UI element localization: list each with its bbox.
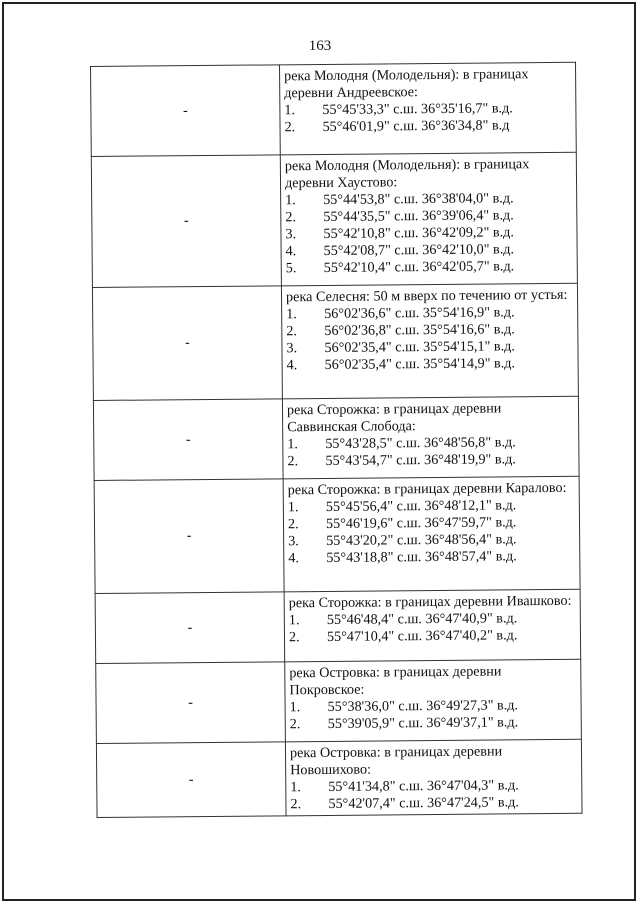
coordinates-table — [90, 62, 583, 818]
row-right-cell — [282, 396, 579, 479]
coordinate-value: 56°02'36,8" с.ш. 35°54'16,6" в.д. — [324, 321, 515, 339]
coordinate-number: 2. — [284, 119, 296, 136]
coordinate-number: 2. — [289, 716, 301, 733]
row-right-cell — [285, 659, 582, 742]
row-left-cell — [95, 592, 285, 664]
river-title: река Молодня (Молодельня): в границах деревни Хаустово: — [284, 156, 530, 192]
row-left-cell — [92, 286, 282, 401]
coordinate-value: 56°02'35,4" с.ш. 35°54'15,1" в.д. — [324, 338, 515, 356]
coordinate-item — [287, 451, 574, 471]
dash-mark: - — [185, 432, 191, 448]
row-right-cell — [281, 283, 578, 399]
coordinate-value: 55°44'53,8" с.ш. 36°38'04,0" в.д. — [323, 190, 514, 208]
table-row — [96, 659, 582, 743]
coordinate-item — [289, 627, 576, 647]
table-row — [93, 396, 579, 480]
coordinate-value: 55°46'01,9" с.ш. 36°36'34,8" в.д — [322, 117, 510, 135]
table-row — [94, 476, 580, 593]
coordinate-number: 1. — [287, 436, 299, 453]
river-title: река Молодня (Молодельня): в границах деревни Андреевское: — [284, 66, 529, 102]
coordinate-value: 55°41'34,8" с.ш. 36°47'04,3" в.д. — [328, 777, 519, 795]
coordinate-number: 5. — [285, 260, 297, 277]
coordinate-number: 2. — [286, 323, 298, 340]
river-title: река Сторожка: в границах деревни Ивашково: — [288, 592, 572, 612]
coordinate-number: 4. — [285, 243, 297, 260]
coordinate-number: 1. — [288, 612, 300, 629]
row-left-cell — [93, 399, 283, 481]
coordinate-value: 56°02'36,6" с.ш. 35°54'16,9" в.д. — [324, 304, 515, 322]
table-row — [95, 589, 581, 663]
table-row — [91, 62, 577, 156]
row-left-cell — [96, 662, 286, 744]
coordinate-number: 3. — [285, 226, 297, 243]
coordinate-value: 55°46'19,6" с.ш. 36°47'59,7" в.д. — [325, 514, 517, 532]
coordinate-number: 2. — [290, 796, 302, 813]
row-left-cell — [91, 65, 281, 157]
coordinate-item — [284, 117, 571, 137]
dash-mark: - — [183, 213, 189, 229]
coordinate-number: 4. — [286, 357, 298, 374]
row-right-cell — [279, 62, 576, 155]
dash-mark: - — [188, 772, 194, 788]
coordinate-number: 2. — [285, 209, 297, 226]
coordinate-value: 55°42'08,7" с.ш. 36°42'10,0" в.д. — [323, 241, 515, 259]
coordinate-value: 56°02'35,4" с.ш. 35°54'14,9" в.д. — [324, 355, 516, 373]
river-title: река Сторожка: в границах деревни Саввинская Слобода: — [286, 400, 502, 436]
river-title: река Островка: в границах деревни Новошихово: — [289, 743, 503, 779]
coordinate-value: 55°45'33,3" с.ш. 36°35'16,7" в.д. — [322, 100, 513, 118]
coordinate-number: 3. — [286, 340, 298, 357]
coordinate-value: 55°43'18,8" с.ш. 36°48'57,4" в.д. — [326, 548, 517, 566]
coordinate-value: 55°47'10,4" с.ш. 36°47'40,2" в.д. — [326, 627, 518, 645]
coordinate-item — [288, 548, 575, 568]
dash-mark: - — [187, 620, 193, 636]
river-title: река Сторожка: в границах деревни Каралово: — [287, 479, 567, 499]
coordinate-number: 1. — [290, 779, 302, 796]
coordinate-number: 1. — [284, 102, 296, 119]
coordinate-number: 4. — [288, 550, 300, 567]
coordinate-value: 55°39'05,9" с.ш. 36°49'37,1" в.д. — [327, 714, 519, 732]
coordinate-value: 55°44'35,5" с.ш. 36°39'06,4" в.д. — [323, 207, 514, 225]
coordinate-value: 55°42'10,8" с.ш. 36°42'09,2" в.д. — [323, 224, 514, 242]
coordinate-number: 1. — [289, 699, 301, 716]
coordinate-value: 55°38'36,0" с.ш. 36°49'27,3" в.д. — [327, 697, 519, 715]
dash-mark: - — [188, 695, 193, 711]
coordinate-value: 55°46'48,4" с.ш. 36°47'40,9" в.д. — [326, 610, 518, 628]
row-left-cell — [96, 742, 286, 818]
row-right-cell — [283, 476, 580, 592]
table-row — [92, 283, 578, 400]
coordinate-number: 1. — [286, 306, 297, 323]
coordinate-number: 1. — [287, 499, 299, 516]
coordinate-number: 2. — [287, 516, 299, 533]
row-left-cell — [91, 155, 281, 288]
row-right-cell — [280, 152, 577, 286]
dash-mark: - — [182, 103, 188, 119]
dash-mark: - — [185, 335, 190, 351]
coordinate-item — [286, 258, 573, 278]
row-right-cell — [285, 739, 582, 816]
coordinate-value: 55°43'28,5" с.ш. 36°48'56,8" в.д. — [325, 434, 516, 452]
table-body — [91, 62, 583, 817]
row-left-cell — [94, 479, 284, 594]
coordinate-number: 1. — [285, 192, 296, 209]
coordinate-item — [290, 794, 577, 814]
coordinate-number: 3. — [288, 533, 299, 550]
coordinate-value: 55°43'54,7" с.ш. 36°48'19,9" в.д. — [325, 451, 516, 469]
page-number: 163 — [308, 38, 332, 54]
coordinate-value: 55°42'07,4" с.ш. 36°47'24,5" в.д. — [328, 794, 519, 812]
table-row — [96, 739, 582, 817]
row-right-cell — [284, 589, 581, 662]
coordinate-number: 2. — [288, 629, 300, 646]
coordinate-value: 55°42'10,4" с.ш. 36°42'05,7" в.д. — [323, 258, 515, 276]
coordinate-value: 55°45'56,4" с.ш. 36°48'12,1" в.д. — [325, 497, 517, 515]
coordinate-item — [290, 714, 577, 734]
table-row — [91, 152, 577, 287]
river-title: река Островка: в границах деревни Покровское: — [289, 663, 502, 699]
river-title: река Селесня: 50 м вверх по течению от устья: — [285, 286, 568, 306]
coordinate-value: 55°43'20,2" с.ш. 36°48'56,4" в.д. — [326, 531, 517, 549]
dash-mark: - — [186, 528, 192, 544]
coordinate-item — [287, 355, 574, 375]
coordinate-number: 2. — [287, 453, 299, 470]
